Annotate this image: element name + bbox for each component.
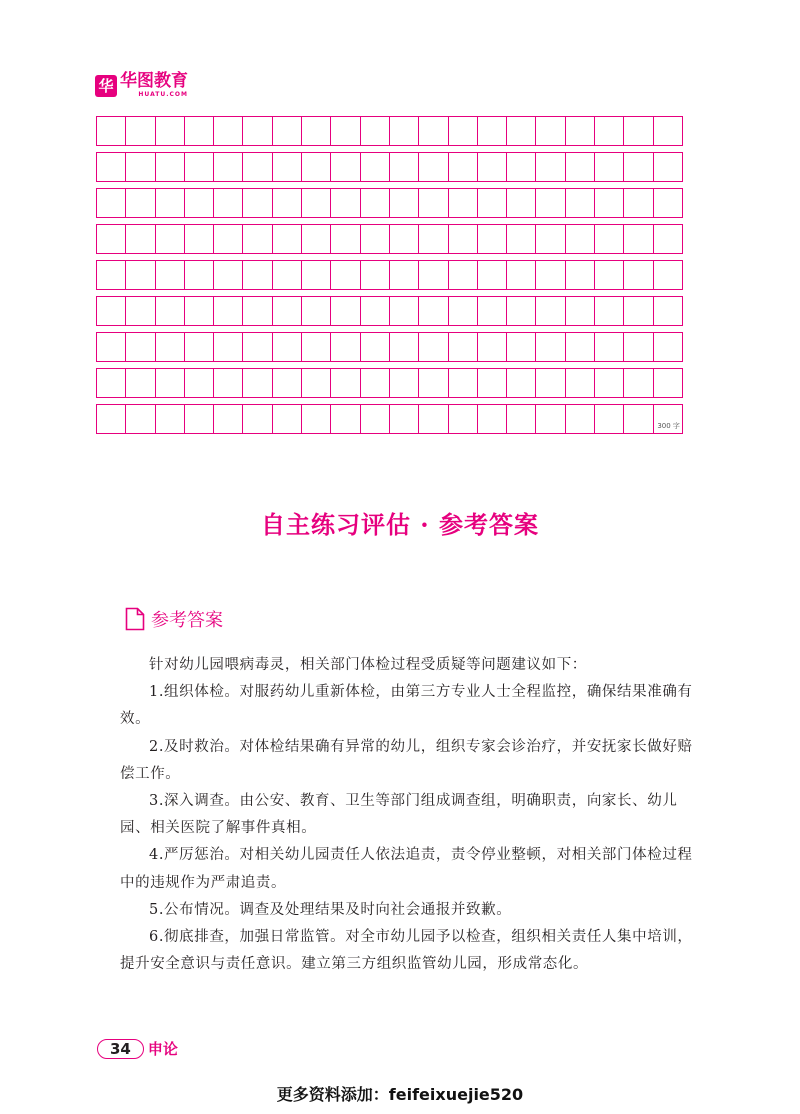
grid-cell [361,332,390,362]
grid-cell [536,152,565,182]
grid-cell [156,188,185,218]
huatu-logo [95,73,188,98]
grid-cell [390,116,419,146]
grid-cell [419,296,448,326]
grid-cell [243,404,272,434]
grid-cell [302,152,331,182]
grid-cell [419,116,448,146]
grid-cell [654,404,683,434]
grid-cell [536,296,565,326]
grid-cell [243,224,272,254]
grid-cell [331,188,360,218]
grid-cell [156,116,185,146]
watermark-text: 更多资料添加：feifeixuejie520 [276,1085,524,1104]
grid-cell [478,116,507,146]
grid-cell [654,296,683,326]
grid-cell [126,368,155,398]
grid-cell [507,296,536,326]
grid-cell [624,368,653,398]
grid-cell [566,296,595,326]
grid-cell [97,260,126,290]
grid-cell [507,404,536,434]
grid-cell [97,296,126,326]
grid-cell [273,332,302,362]
grid-cell [214,116,243,146]
grid-cell [185,332,214,362]
grid-cell [185,152,214,182]
grid-cell [126,152,155,182]
grid-cell [624,404,653,434]
grid-cell [419,152,448,182]
grid-cell [566,188,595,218]
grid-cell [361,368,390,398]
grid-cell [361,224,390,254]
grid-cell [654,368,683,398]
grid-cell [566,332,595,362]
grid-cell [507,188,536,218]
grid-cell [478,368,507,398]
grid-cell [507,260,536,290]
grid-cell [185,404,214,434]
grid-cell [302,188,331,218]
grid-cell [507,332,536,362]
grid-cell [566,368,595,398]
grid-cell [595,116,624,146]
grid-cell [273,224,302,254]
grid-cell [390,188,419,218]
grid-cell [97,224,126,254]
grid-cell [273,188,302,218]
grid-cell [478,224,507,254]
grid-cell [331,152,360,182]
grid-cell [156,224,185,254]
grid-cell [478,260,507,290]
grid-row [96,368,692,398]
grid-cell [624,260,653,290]
grid-cell [273,296,302,326]
grid-cell [273,116,302,146]
grid-cell [243,152,272,182]
grid-cell [390,296,419,326]
grid-cell [566,116,595,146]
grid-row [96,188,692,218]
grid-cell [273,368,302,398]
grid-cell [654,116,683,146]
grid-cell [449,188,478,218]
grid-cell [331,368,360,398]
grid-cell [536,260,565,290]
grid-cell [243,332,272,362]
grid-cell [214,260,243,290]
grid-cell [478,188,507,218]
grid-cell [478,296,507,326]
grid-cell [302,224,331,254]
grid-cell [97,152,126,182]
answer-paragraph-2: 2.及时救治。对体检结果确有异常的幼儿，组织专家会诊治疗，并安抚家长做好赔偿工作。 [120,738,693,782]
answer-paragraph-3: 3.深入调查。由公安、教育、卫生等部门组成调查组，明确职责，向家长、幼儿园、相关医院了解事件真相。 [120,793,678,837]
grid-cell [449,332,478,362]
grid-cell [331,224,360,254]
document-icon [125,607,145,631]
grid-cell [449,368,478,398]
answer-paragraph-1: 1.组织体检。对服药幼儿重新体检，由第三方专业人士全程监控，确保结果准确有效。 [120,684,693,728]
grid-cell [507,152,536,182]
answer-body [120,652,694,978]
grid-cell [654,152,683,182]
grid-cell [595,332,624,362]
answer-heading [125,606,223,632]
answer-paragraph-5: 5.公布情况。调查及处理结果及时向社会通报并致歉。 [149,901,512,918]
grid-row [96,404,692,434]
word-count-label: 300 字 [657,422,680,430]
grid-cell [185,260,214,290]
grid-cell [419,224,448,254]
grid-cell [507,116,536,146]
grid-cell [97,404,126,434]
grid-cell [302,332,331,362]
grid-cell [214,224,243,254]
grid-cell [361,152,390,182]
grid-cell [419,188,448,218]
grid-cell [156,404,185,434]
grid-cell [302,368,331,398]
grid-cell [624,188,653,218]
grid-cell [214,332,243,362]
answer-paragraph-intro: 针对幼儿园喂病毒灵，相关部门体检过程受质疑等问题建议如下： [149,657,587,673]
grid-row [96,296,692,326]
grid-cell [536,116,565,146]
grid-cell [449,116,478,146]
grid-cell [449,296,478,326]
grid-cell [156,332,185,362]
grid-cell [243,296,272,326]
grid-cell [361,260,390,290]
grid-cell [419,260,448,290]
grid-cell [624,332,653,362]
grid-cell [243,188,272,218]
footer-subject: 申论 [147,1040,178,1058]
grid-cell [243,260,272,290]
grid-cell [566,260,595,290]
grid-cell [449,224,478,254]
grid-cell [390,260,419,290]
grid-row [96,152,692,182]
grid-cell [126,188,155,218]
grid-cell [185,368,214,398]
logo-name-en: HUATU.COM [138,91,188,98]
grid-cell [419,332,448,362]
grid-cell [185,116,214,146]
grid-cell [331,296,360,326]
grid-cell [361,188,390,218]
grid-cell [390,404,419,434]
grid-cell [97,332,126,362]
grid-cell [185,296,214,326]
grid-row [96,332,692,362]
writing-grid [96,116,692,440]
grid-cell [273,152,302,182]
grid-cell [595,224,624,254]
answer-heading-text: 参考答案 [151,610,223,631]
grid-cell [595,260,624,290]
grid-cell [595,296,624,326]
grid-cell [536,188,565,218]
grid-cell [595,404,624,434]
grid-cell [419,368,448,398]
grid-cell [97,116,126,146]
grid-cell [302,296,331,326]
grid-cell [126,224,155,254]
grid-cell [654,332,683,362]
grid-row [96,116,692,146]
grid-cell [449,260,478,290]
grid-cell [478,404,507,434]
grid-cell [390,332,419,362]
grid-row [96,260,692,290]
grid-cell [654,260,683,290]
grid-cell [419,404,448,434]
grid-cell [507,368,536,398]
grid-cell [214,152,243,182]
grid-cell [624,224,653,254]
grid-cell [273,404,302,434]
grid-cell [478,152,507,182]
grid-cell [243,116,272,146]
grid-cell [97,188,126,218]
grid-cell [302,116,331,146]
answer-paragraph-6: 6.彻底排查，加强日常监管。对全市幼儿园予以检查，组织相关责任人集中培训，提升安全意识与责任意识。建立第三方组织监管幼儿园，形成常态化。 [120,929,693,973]
grid-cell [507,224,536,254]
grid-cell [156,296,185,326]
answer-paragraph-4: 4.严厉惩治。对相关幼儿园责任人依法追责，责令停业整顿，对相关部门体检过程中的违规作为严肃追责。 [120,847,693,891]
grid-cell [185,224,214,254]
grid-cell [536,404,565,434]
grid-cell [302,260,331,290]
grid-cell [595,188,624,218]
grid-cell [331,116,360,146]
grid-cell [654,224,683,254]
grid-cell [126,296,155,326]
grid-cell [536,224,565,254]
grid-cell [302,404,331,434]
grid-cell [624,116,653,146]
grid-cell [566,404,595,434]
page-footer [97,1038,178,1059]
grid-cell [390,368,419,398]
grid-row [96,224,692,254]
grid-cell [214,404,243,434]
grid-cell [331,260,360,290]
grid-cell [624,152,653,182]
grid-cell [478,332,507,362]
grid-cell [243,368,272,398]
grid-cell [273,260,302,290]
grid-cell [331,404,360,434]
grid-cell [536,332,565,362]
page-number: 34 [97,1039,144,1059]
grid-cell [390,152,419,182]
grid-cell [624,296,653,326]
grid-cell [214,368,243,398]
grid-cell [449,152,478,182]
grid-cell [361,116,390,146]
grid-cell [331,332,360,362]
grid-cell [126,260,155,290]
grid-cell [126,404,155,434]
grid-cell [595,368,624,398]
grid-cell [361,404,390,434]
grid-cell [156,368,185,398]
grid-cell [126,116,155,146]
grid-cell [214,296,243,326]
grid-cell [449,404,478,434]
grid-cell [126,332,155,362]
logo-badge-icon: 华 [95,75,117,97]
grid-cell [214,188,243,218]
grid-cell [595,152,624,182]
grid-cell [361,296,390,326]
grid-cell [566,152,595,182]
grid-cell [654,188,683,218]
grid-cell [566,224,595,254]
logo-name-cn: 华图教育 [120,71,188,91]
grid-cell [536,368,565,398]
grid-cell [185,188,214,218]
grid-cell [390,224,419,254]
grid-cell [156,152,185,182]
grid-cell [97,368,126,398]
grid-cell [156,260,185,290]
logo-text [120,73,188,98]
section-title: 自主练习评估 · 参考答案 [260,510,540,539]
